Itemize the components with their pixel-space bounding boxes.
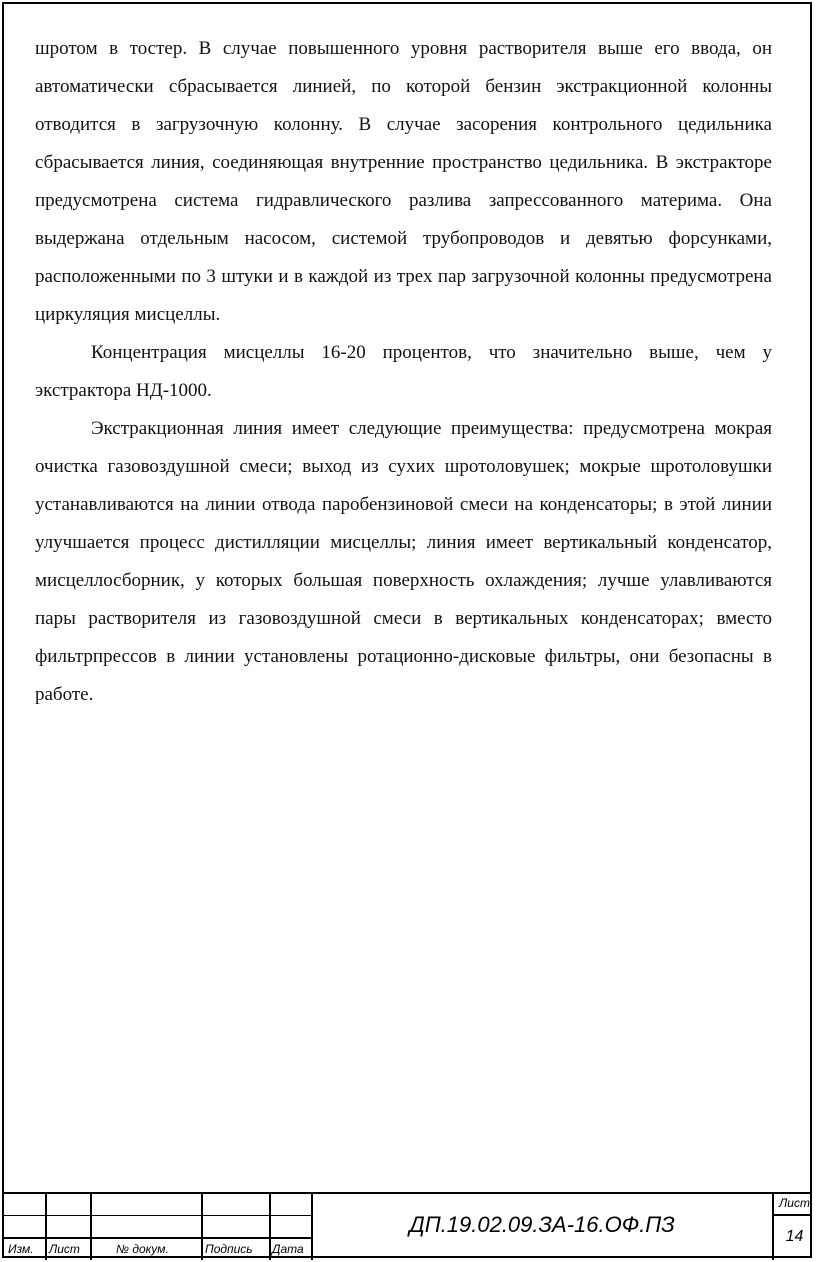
col-doc-label: № докум. xyxy=(116,1242,169,1256)
col-date-label: Дата xyxy=(272,1242,304,1256)
title-block-row-line xyxy=(2,1237,311,1239)
document-code: ДП.19.02.09.ЗА-16.ОФ.ПЗ xyxy=(409,1212,675,1237)
col-sign-label: Подпись xyxy=(205,1242,253,1256)
sheet-divider xyxy=(772,1214,812,1216)
sheet-number: 14 xyxy=(785,1228,804,1245)
col-izm-label: Изм. xyxy=(8,1242,34,1256)
title-block-col-line xyxy=(90,1194,92,1260)
paragraph-1: шротом в тостер. В случае повышенного уровня растворителя выше его ввода, он автоматически сбрасывается линией, по которой бензин экстракционной колонны отводится в загрузочную колонну. В случае засорения контрольного цедильника сбрасывается линия, соединяющая внутренние пространство цедильника. В экстракторе предусмотрена система гидравлического разлива запрессованного материма. Она выдержана отдельным насосом, системой трубопроводов и девятью форсунками, расположенными по 3 штуки и в каждой из трех пар загрузочной колонны предусмотрена циркуляция мисцеллы. xyxy=(35,38,772,325)
document-body xyxy=(35,30,772,714)
paragraph-3: Экстракционная линия имеет следующие преимущества: предусмотрена мокрая очистка газовоздушной смеси; выход из сухих шротоловушек; мокрые шротоловушки устанавливаются на линии отвода паробензиновой смеси на конденсаторы; в этой линии улучшается процесс дистилляции мисцеллы; линия имеет вертикальный конденсатор, мисцеллосборник, у которых большая поверхность охлаждения; лучше улавливаются пары растворителя из газовоздушной смеси в вертикальных конденсаторах; вместо фильтрпрессов в линии установлены ротационно-дисковые фильтры, они безопасны в работе. xyxy=(35,418,772,705)
title-block-col-line xyxy=(45,1194,47,1260)
title-block xyxy=(2,1192,812,1260)
sheet-label: Лист xyxy=(779,1196,810,1210)
title-block-col-line xyxy=(201,1194,203,1260)
paragraph-2: Концентрация мисцеллы 16-20 процентов, что значительно выше, чем у экстрактора НД-1000. xyxy=(35,342,772,401)
title-block-row-line xyxy=(2,1215,311,1216)
title-block-col-line xyxy=(269,1194,271,1260)
title-block-col-line xyxy=(772,1194,774,1260)
col-list-label: Лист xyxy=(49,1242,80,1256)
